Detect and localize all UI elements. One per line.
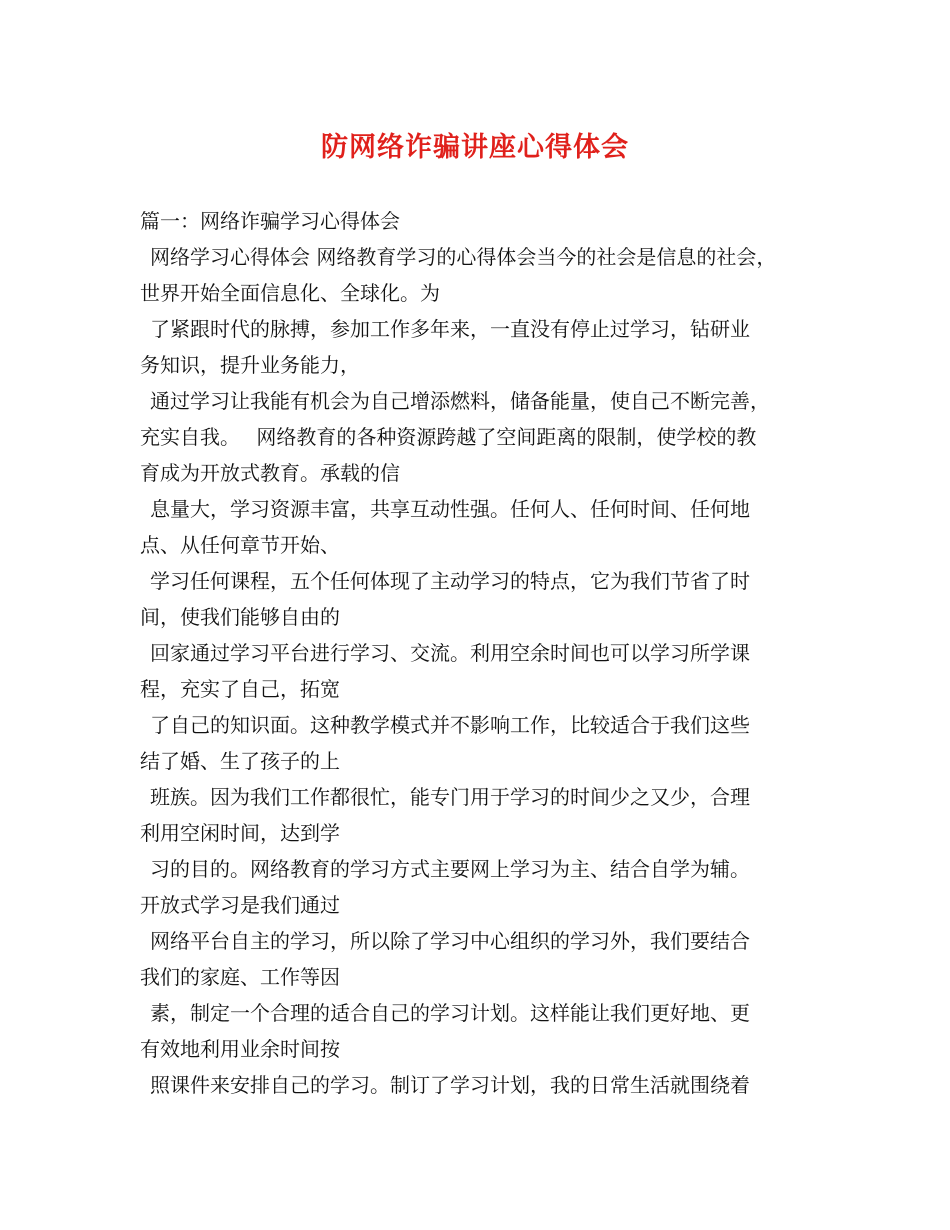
body-line: 网络学习心得体会 网络教育学习的心得体会当今的社会是信息的社会，	[150, 245, 777, 269]
body-line: 了紧跟时代的脉搏，参加工作多年来，一直没有停止过学习，钻研业	[150, 317, 750, 341]
body-line: 间，使我们能够自由的	[140, 605, 340, 629]
body-line: 了自己的知识面。这种教学模式并不影响工作，比较适合于我们这些	[150, 713, 750, 737]
section-heading: 篇一：网络诈骗学习心得体会	[140, 209, 400, 233]
body-line: 有效地利用业余时间按	[140, 1037, 340, 1061]
body-line: 我们的家庭、工作等因	[140, 965, 340, 989]
body-line: 素，制定一个合理的适合自己的学习计划。这样能让我们更好地、更	[150, 1001, 750, 1025]
body-line: 务知识，提升业务能力，	[140, 353, 360, 377]
body-line: 回家通过学习平台进行学习、交流。利用空余时间也可以学习所学课	[150, 641, 750, 665]
document-body	[140, 203, 820, 1103]
body-line: 开放式学习是我们通过	[140, 893, 340, 917]
body-line: 通过学习让我能有机会为自己增添燃料，储备能量，使自己不断完善，	[150, 389, 770, 413]
body-line: 点、从任何章节开始、	[140, 533, 340, 557]
body-line: 息量大，学习资源丰富，共享互动性强。任何人、任何时间、任何地	[150, 497, 750, 521]
body-line: 利用空闲时间，达到学	[140, 821, 340, 845]
body-line: 育成为开放式教育。承载的信	[140, 461, 400, 485]
body-line: 网络平台自主的学习，所以除了学习中心组织的学习外，我们要结合	[150, 929, 750, 953]
body-line: 照课件来安排自己的学习。制订了学习计划，我的日常生活就围绕着	[150, 1073, 750, 1097]
body-line: 世界开始全面信息化、全球化。为	[140, 281, 440, 305]
body-line: 结了婚、生了孩子的上	[140, 749, 340, 773]
body-line: 充实自我。 网络教育的各种资源跨越了空间距离的限制，使学校的教	[140, 425, 757, 449]
document-title: 防网络诈骗讲座心得体会	[321, 132, 629, 163]
body-line: 习的目的。网络教育的学习方式主要网上学习为主、结合自学为辅。	[150, 857, 750, 881]
body-line: 学习任何课程，五个任何体现了主动学习的特点，它为我们节省了时	[150, 569, 750, 593]
body-line: 程，充实了自己，拓宽	[140, 677, 340, 701]
body-line: 班族。因为我们工作都很忙，能专门用于学习的时间少之又少，合理	[150, 785, 750, 809]
